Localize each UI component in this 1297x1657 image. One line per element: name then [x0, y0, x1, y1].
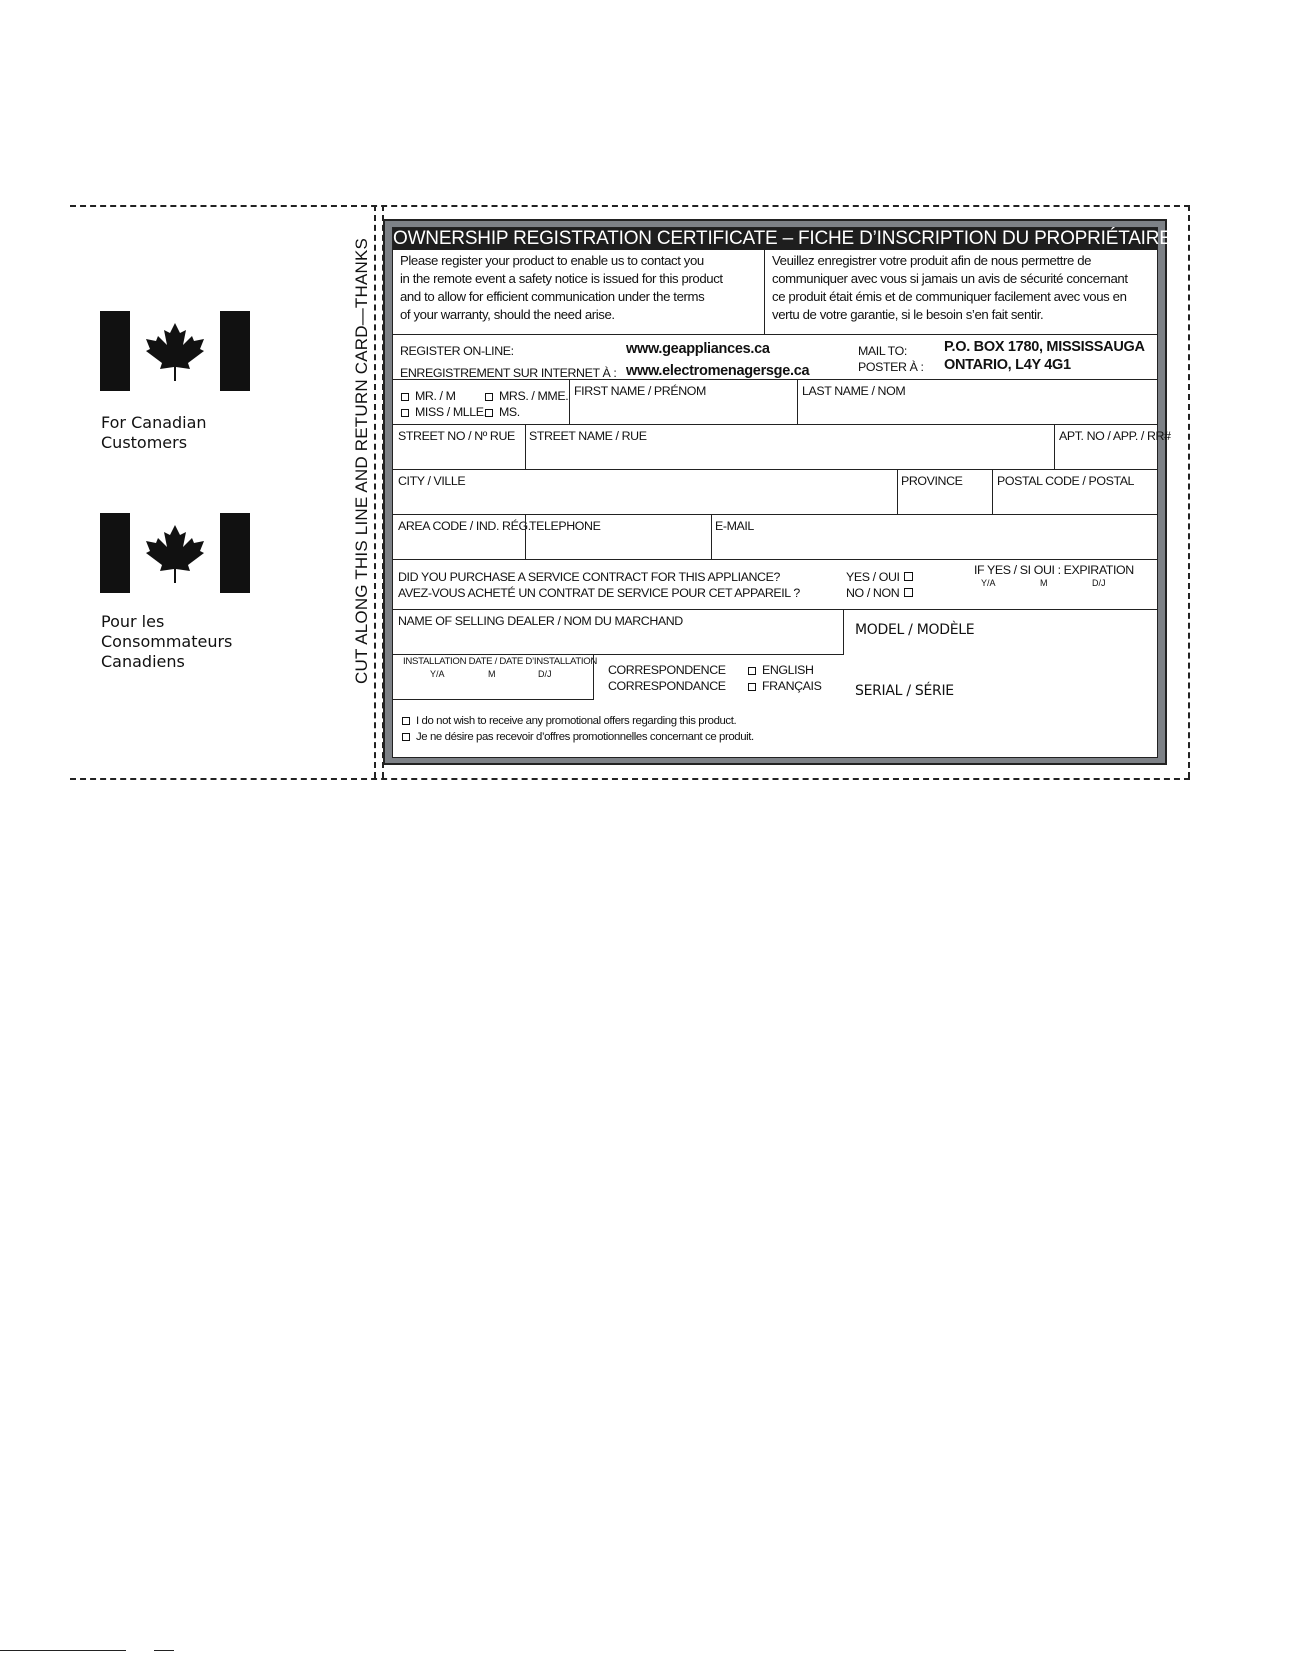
service-no-checkbox[interactable]	[904, 588, 913, 597]
cut-line-bottom	[70, 778, 1190, 780]
language-english-checkbox[interactable]: ENGLISH	[748, 663, 814, 677]
intro-en-line-3: and to allow for efficient communication under the terms	[400, 289, 705, 304]
province-field[interactable]: PROVINCE	[901, 474, 963, 488]
cut-line-left	[374, 205, 376, 778]
intro-fr-line-2: communiquer avec vous si jamais un avis de sécurité concernant	[772, 271, 1128, 286]
cut-line-right	[1188, 205, 1190, 778]
email-field[interactable]: E-MAIL	[715, 519, 754, 533]
model-field[interactable]: MODEL / MODÈLE	[855, 622, 975, 638]
mail-to-label: MAIL TO:	[858, 344, 907, 358]
footer-rule	[0, 1650, 126, 1651]
title-mrs-checkbox[interactable]: MRS. / MME.	[485, 389, 568, 403]
certificate-title: OWNERSHIP REGISTRATION CERTIFICATE – FICHE D’INSCRIPTION DU PROPRIÉTAIRE	[393, 228, 1172, 249]
telephone-field[interactable]: TELEPHONE	[529, 519, 601, 533]
dealer-name-field[interactable]: NAME OF SELLING DEALER / NOM DU MARCHAND	[398, 614, 683, 628]
postal-code-field[interactable]: POSTAL CODE / POSTAL	[997, 474, 1135, 488]
url-en-link[interactable]: www.geappliances.ca	[626, 341, 770, 357]
install-day-label: D/J	[538, 669, 552, 679]
english-caption-line-1: For Canadian	[101, 413, 207, 432]
expiration-year-label: Y/A	[981, 578, 996, 588]
canada-flag-icon	[100, 513, 250, 593]
expiration-label: IF YES / SI OUI : EXPIRATION	[974, 563, 1134, 577]
intro-fr-line-4: vertu de votre garantie, si le besoin s’en fait sentir.	[772, 307, 1044, 322]
correspondence-label-fr: CORRESPONDANCE	[608, 679, 726, 693]
service-yes-checkbox[interactable]	[904, 572, 913, 581]
apt-no-field[interactable]: APT. NO / APP. / RR#	[1059, 429, 1171, 443]
french-caption-line-2: Consommateurs	[101, 632, 233, 651]
english-caption-line-2: Customers	[101, 433, 188, 452]
mailing-address-line-2: ONTARIO, L4Y 4G1	[944, 357, 1071, 373]
first-name-field[interactable]: FIRST NAME / PRÉNOM	[574, 384, 706, 398]
expiration-month-label: M	[1040, 578, 1048, 588]
title-mr-checkbox[interactable]: MR. / M	[401, 389, 456, 403]
optout-en-checkbox[interactable]: I do not wish to receive any promotional offers regarding this product.	[402, 714, 736, 728]
title-miss-checkbox[interactable]: MISS / MLLE.	[401, 405, 487, 419]
intro-fr-line-1: Veuillez enregistrer votre produit afin de nous permettre de	[772, 253, 1092, 268]
canada-flag-icon	[100, 311, 250, 391]
service-question-en: DID YOU PURCHASE A SERVICE CONTRACT FOR THIS APPLIANCE?	[398, 570, 780, 584]
city-field[interactable]: CITY / VILLE	[398, 474, 466, 488]
installation-date-field[interactable]: INSTALLATION DATE / DATE D’INSTALLATION	[403, 656, 598, 667]
footer-rule-short	[154, 1650, 174, 1651]
intro-en-line-4: of your warranty, should the need arise.	[400, 307, 615, 322]
correspondence-label-en: CORRESPONDENCE	[608, 663, 726, 677]
intro-fr-line-3: ce produit était émis et de communiquer facilement avec vous en	[772, 289, 1127, 304]
french-caption-line-1: Pour les	[101, 612, 165, 631]
register-online-label: REGISTER ON-LINE:	[400, 344, 514, 358]
install-year-label: Y/A	[430, 669, 445, 679]
language-french-checkbox[interactable]: FRANÇAIS	[748, 679, 821, 693]
service-question-fr: AVEZ-VOUS ACHETÉ UN CONTRAT DE SERVICE POUR CET APPAREIL ?	[398, 586, 800, 600]
french-caption-line-3: Canadiens	[101, 652, 185, 671]
street-name-field[interactable]: STREET NAME / RUE	[529, 429, 647, 443]
expiration-day-label: D/J	[1092, 578, 1106, 588]
title-ms-checkbox[interactable]: MS.	[485, 405, 520, 419]
cut-line-top	[70, 205, 1190, 207]
optout-fr-checkbox[interactable]: Je ne désire pas recevoir d’offres promotionnelles concernant ce produit.	[402, 730, 754, 744]
intro-en-line-1: Please register your product to enable us to contact you	[400, 253, 704, 268]
serial-field[interactable]: SERIAL / SÉRIE	[855, 683, 954, 699]
last-name-field[interactable]: LAST NAME / NOM	[802, 384, 906, 398]
cut-instruction: CUT ALONG THIS LINE AND RETURN CARD—THANKS	[352, 237, 371, 684]
install-month-label: M	[488, 669, 496, 679]
area-code-field[interactable]: AREA CODE / IND. RÉG.	[398, 519, 531, 533]
intro-en-line-2: in the remote event a safety notice is issued for this product	[400, 271, 723, 286]
poster-a-label: POSTER À :	[858, 360, 924, 374]
mailing-address-line-1: P.O. BOX 1780, MISSISSAUGA	[944, 339, 1145, 355]
service-no-label: NO / NON	[846, 586, 900, 600]
service-yes-label: YES / OUI	[846, 570, 900, 584]
url-fr-link[interactable]: www.electromenagersge.ca	[626, 363, 810, 379]
street-no-field[interactable]: STREET NO / Nº RUE	[398, 429, 515, 443]
register-online-fr-label: ENREGISTREMENT SUR INTERNET À :	[400, 366, 617, 380]
